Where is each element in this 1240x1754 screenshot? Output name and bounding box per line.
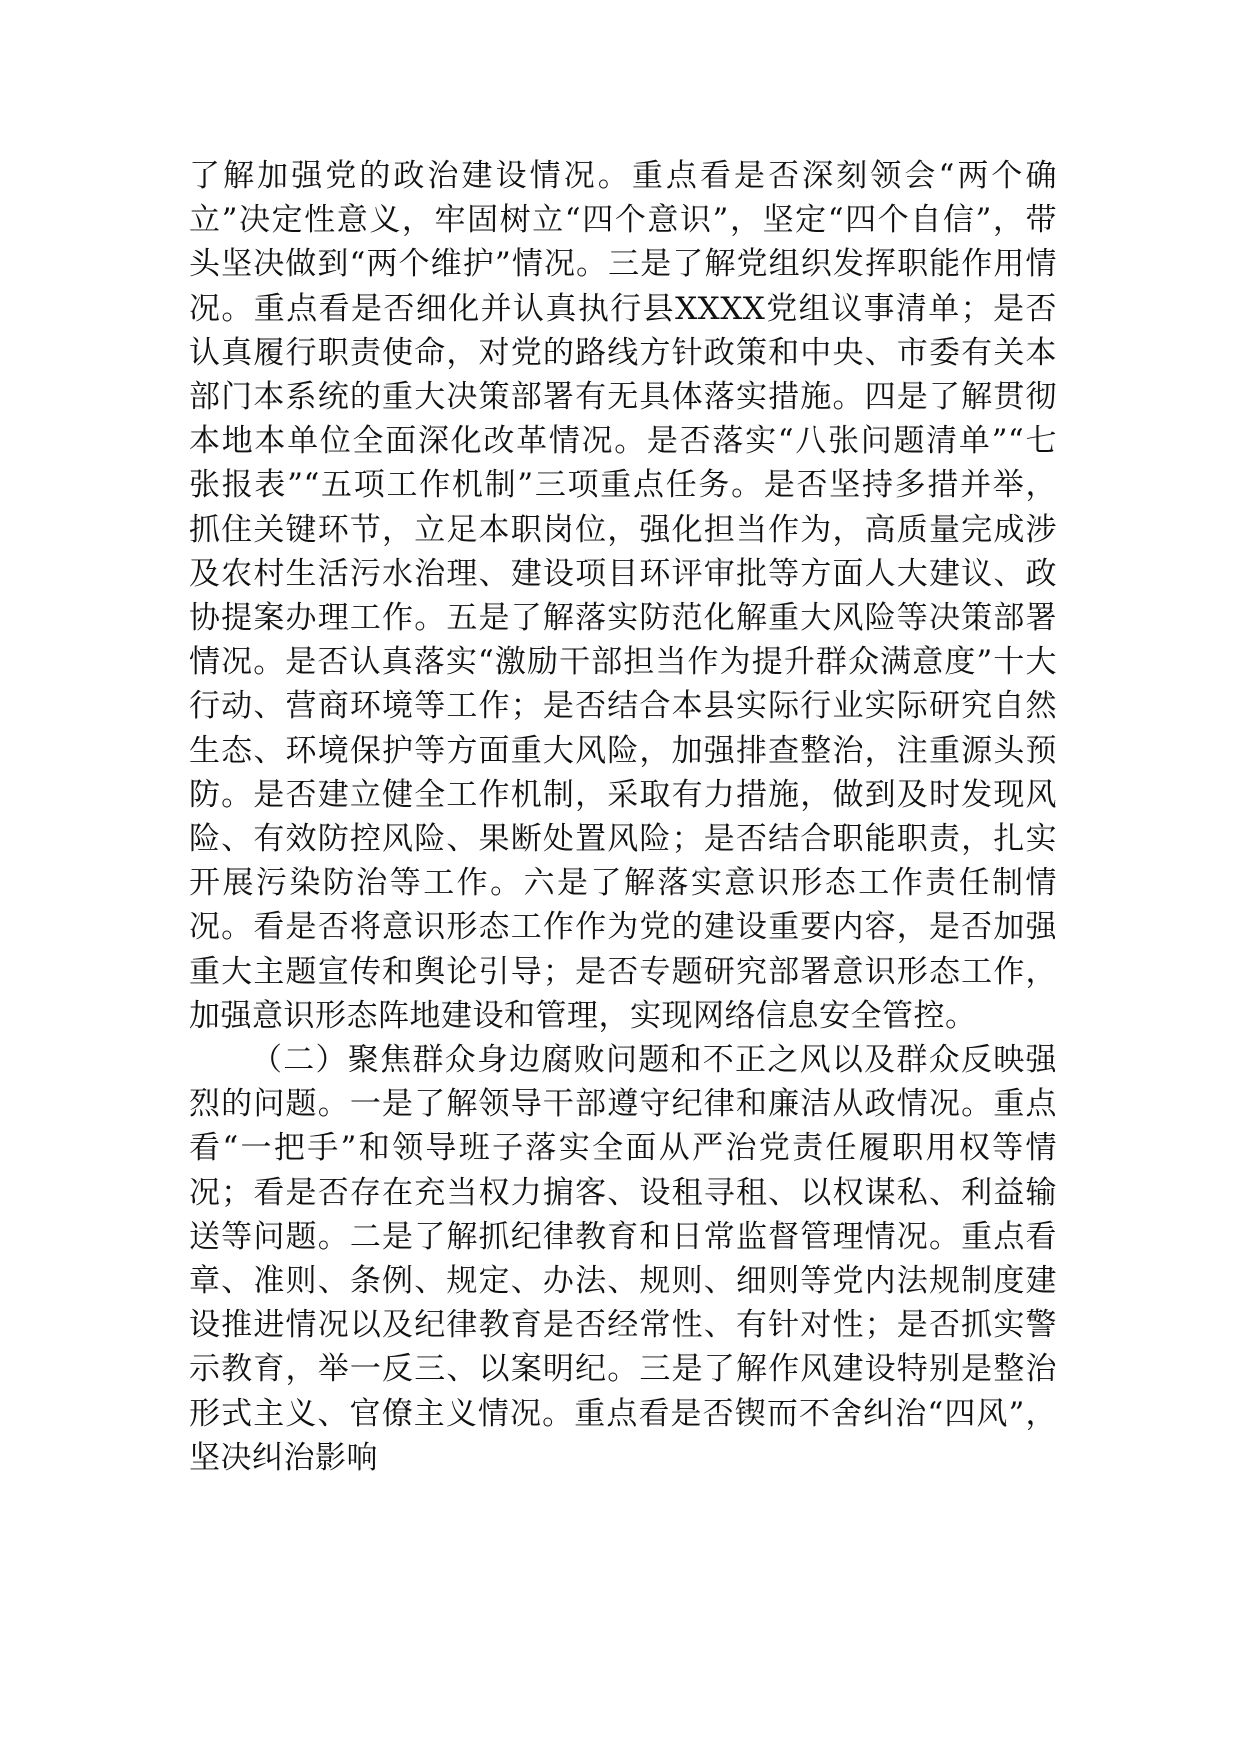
document-body <box>189 154 1057 1480</box>
paragraph-political-building: 了解加强党的政治建设情况。重点看是否深刻领会“两个确立”决定性意义，牢固树立“四个意识”，坚定“四个自信”，带头坚决做到“两个维护”情况。三是了解党组织发挥职能作用情况。重点看是否细化并认真执行县XXXX党组议事清单；是否认真履行职责使命，对党的路线方针政策和中央、市委有关本部门本系统的重大决策部署有无具体落实措施。四是了解贯彻本地本单位全面深化改革情况。是否落实“八张问题清单”“七张报表”“五项工作机制”三项重点任务。是否坚持多措并举，抓住关键环节，立足本职岗位，强化担当作为，高质量完成涉及农村生活污水治理、建设项目环评审批等方面人大建议、政协提案办理工作。五是了解落实防范化解重大风险等决策部署情况。是否认真落实“激励干部担当作为提升群众满意度”十大行动、营商环境等工作；是否结合本县实际行业实际研究自然生态、环境保护等方面重大风险，加强排查整治，注重源头预防。是否建立健全工作机制，采取有力措施，做到及时发现风险、有效防控风险、果断处置风险；是否结合职能职责，扎实开展污染防治等工作。六是了解落实意识形态工作责任制情况。看是否将意识形态工作作为党的建设重要内容，是否加强重大主题宣传和舆论引导；是否专题研究部署意识形态工作，加强意识形态阵地建设和管理，实现网络信息安全管控。 <box>189 158 1057 1034</box>
paragraph-corruption-issues: （二）聚焦群众身边腐败问题和不正之风以及群众反映强烈的问题。一是了解领导干部遵守纪律和廉洁从政情况。重点看“一把手”和领导班子落实全面从严治党责任履职用权等情况；看是否存在充当权力掮客、设租寻租、以权谋私、利益输送等问题。二是了解抓纪律教育和日常监督管理情况。重点看章、准则、条例、规定、办法、规则、细则等党内法规制度建设推进情况以及纪律教育是否经常性、有针对性；是否抓实警示教育，举一反三、以案明纪。三是了解作风建设特别是整治形式主义、官僚主义情况。重点看是否锲而不舍纠治“四风”，坚决纠治影响 <box>189 1042 1057 1476</box>
